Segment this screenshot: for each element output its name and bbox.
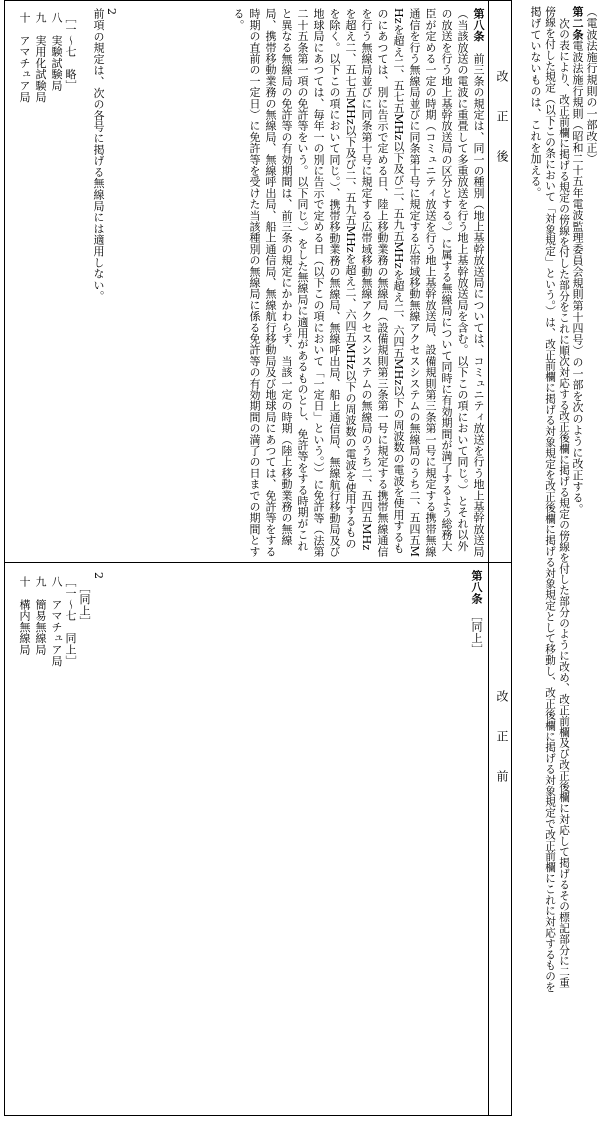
before-item-8 bbox=[50, 576, 63, 666]
after-article-label: 第八条 bbox=[472, 8, 485, 42]
after-item-range: ［一～七 略］ bbox=[64, 12, 77, 92]
article-heading: 第二条 bbox=[571, 6, 584, 40]
after-article-8 bbox=[114, 8, 486, 558]
before-item-10 bbox=[18, 576, 31, 655]
header-column-divider bbox=[488, 0, 489, 1116]
after-paragraph-2 bbox=[92, 8, 118, 302]
before-item8-number: 八 bbox=[50, 576, 63, 588]
before-item8-text: アマチュア局 bbox=[50, 598, 63, 667]
header-before: 改正前 bbox=[495, 690, 509, 810]
before-item-range: ［一～七 同上］ bbox=[64, 576, 77, 667]
document-title: （電波法施行規則の一部改正） bbox=[585, 6, 598, 165]
after-item8-text: 実験試験局 bbox=[50, 34, 63, 92]
header-after: 改正後 bbox=[495, 70, 509, 190]
after-para2-text: 前項の規定は、次の各号に掲げる無線局には適用しない。 bbox=[92, 8, 105, 302]
before-item-9 bbox=[34, 576, 47, 655]
before-item10-number: 十 bbox=[18, 576, 31, 588]
before-article-label: 第八条 bbox=[470, 570, 483, 604]
before-para2-number: 2 bbox=[92, 572, 105, 580]
intro-line-2: 次の表により、改正前欄に掲げる規定の傍線を付した部分をこれに順次対応する改正後欄に掲げる規定の傍線を付した部分のように改め、改正前欄及び改正後欄に対応して掲げるその標記部分に二重 bbox=[558, 18, 570, 989]
after-item-8 bbox=[50, 12, 63, 91]
table-divider bbox=[4, 562, 512, 563]
after-item-9 bbox=[34, 12, 47, 102]
after-item9-number: 九 bbox=[34, 12, 47, 24]
intro-line-3: 傍線を付した規定（以下この条において「対象規定」という。）は、改正前欄に掲げる対象規定を改正後欄に掲げる対象規定として移動し、改正後欄に掲げる対象規定で改正前欄にこれに対応するものを bbox=[544, 6, 556, 993]
intro-article bbox=[571, 6, 584, 515]
after-item10-number: 十 bbox=[18, 12, 31, 24]
after-article-text: 前三条の規定は、同一の種別（地上基幹放送局については、コミュニティ放送を行う地上基幹放送局（当該放送の電波に重畳して多重放送を行う地上基幹放送局を含む。以下この項において同じ。）とそれ以外の放送を行う地上基幹放送局の区分とする。）に属する無線局について同時に有効期間が満了するよう総務大臣が定める一定の時期（コミュニティ放送を行う地上基幹放送局、設備規則第三条第一号に規定する携帯無線通信を行う無線局並びに同条第十号に規定する広帯域移動無線アクセスシステムの無線局のうち二、五四五MHzを超え二、五七五MHz以下及び二、五九五MHzを超え二、六四五MHz以下の周波数の電波を使用するものにあつては、別に告示で定める日、陸上移動業務の無線局（設備規則第三条第一号に規定する携帯無線通信を行う無線局並びに同条第十号に規定する広帯域移動無線アクセスシステムの無線局のうち二、五四五MHzを超え二、五七五MHz以下及び二、五九五MHzを超え二、六四五MHz以下の周波数の電波を使用するものを除く。以下この項において同じ。）、携帯移動業務の無線局、無線呼出局、船上通信局、無線航行移動局及び地球局にあつては、毎年一の別に告示で定める日（以下この項において「一定日」という。））に免許等（法第二十五条第一項の免許等をいう。以下同じ。）をした無線局に適用があるものとし、免許等をする時期がこれと異なる無線局の免許等の有効期間は、前三条の規定にかかわらず、当該一定の時期（陸上移動業務の無線局、携帯移動業務の無線局、無線呼出局、船上通信局、無線航行移動局及び地球局にあつては、免許等をする時期の直前の一定日）に免許等を受けた当該種別の無線局に係る免許等の有効期間の満了の日までの期間とする。 bbox=[232, 8, 485, 558]
before-article-text: ［同上］ bbox=[470, 615, 483, 655]
before-article-8 bbox=[470, 570, 483, 655]
after-item8-number: 八 bbox=[50, 12, 63, 24]
before-para2-text: ［同上］ bbox=[78, 582, 91, 628]
intro-line-1: 電波法施行規則（昭和二十五年電波監理委員会規則第十四号）の一部を次のように改正する。 bbox=[571, 39, 584, 515]
before-item9-number: 九 bbox=[34, 576, 47, 588]
after-item10-text: アマチュア局 bbox=[18, 34, 31, 103]
intro-line-4: 掲げていないものは、これを加える。 bbox=[529, 6, 542, 199]
after-item-10 bbox=[18, 12, 31, 102]
after-item9-text: 実用化試験局 bbox=[34, 34, 47, 103]
before-item10-text: 構内無線局 bbox=[18, 598, 31, 656]
after-para2-number: 2 bbox=[105, 8, 118, 16]
before-item9-text: 簡易無線局 bbox=[34, 598, 47, 656]
